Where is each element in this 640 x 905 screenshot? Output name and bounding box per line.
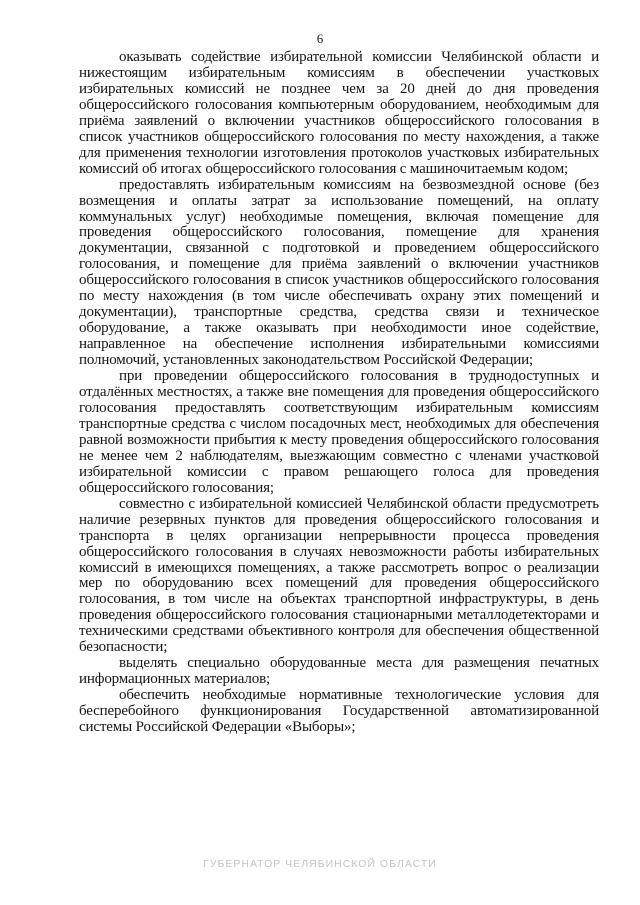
page-number: 6 bbox=[316, 31, 324, 46]
paragraph-reserve-points: совместно с избирательной комиссией Челябинской области предусмотреть наличие резервных пунктов для проведения общероссийского голосования и транспорта в целях организации непрерывности процесса проведения общероссийского голосования в случаях невозможности работы избирательных комиссий в имеющихся помещениях, а также рассмотреть вопрос о реализации мер по оборудованию всех помещений для проведения общероссийского голосования, в том числе на объектах транспортной инфраструктуры, в день проведения общероссийского голосования стационарными металлодетекторами и техническими средствами объективного контроля для обеспечения общественной безопасности; bbox=[79, 495, 599, 656]
paragraph-remote-areas-transport: при проведении общероссийского голосования в труднодоступных и отдалённых местностях, а также вне помещения для проведения общероссийского голосования предоставлять соответствующим избирательным комиссиям транспортные средства с числом посадочных мест, необходимых для обеспечения равной возможности прибытия к месту проведения общероссийского голосования не менее чем 2 наблюдателям, выезжающим совместно с членами участковой избирательной комиссии с правом решающего голоса для проведения общероссийского голосования; bbox=[79, 368, 599, 496]
document-body bbox=[79, 50, 599, 736]
paragraph-printed-materials: выделять специально оборудованные места для размещения печатных информационных материалов; bbox=[79, 655, 599, 688]
paragraph-premises: предоставлять избирательным комиссиям на безвозмездной основе (без возмещения и оплаты затрат за использование помещений, на оплату коммунальных услуг) необходимые помещения, включая помещение для проведения общероссийского голосования, помещение для хранения документации, связанной с подготовкой и проведением общероссийского голосования, и помещение для приёма заявлений о включении участников общероссийского голосования в список участников общероссийского голосования по месту нахождения (в том числе обеспечивать охрану этих помещений и документации), транспортные средства, средства связи и техническое оборудование, а также оказывать при необходимости иное содействие, направленное на обеспечение исполнения избирательными комиссиями полномочий, установленных законодательством Российской Федерации; bbox=[79, 176, 599, 369]
paragraph-gas-vybory: обеспечить необходимые нормативные технологические условия для бесперебойного функционирования Государственной автоматизированной системы Российской Федерации «Выборы»; bbox=[79, 687, 599, 736]
paragraph-computer-equipment: оказывать содействие избирательной комиссии Челябинской области и нижестоящим избирательным комиссиям в обеспечении участковых избирательных комиссий не позднее чем за 20 дней до дня проведения общероссийского голосования компьютерным оборудованием, необходимым для приёма заявлений о включении участников общероссийского голосования в список участников общероссийского голосования по месту нахождения, а также для применения технологии изготовления протоколов участковых избирательных комиссий об итогах общероссийского голосования с машиночитаемым кодом; bbox=[79, 49, 599, 177]
footer-watermark: ГУБЕРНАТОР ЧЕЛЯБИНСКОЙ ОБЛАСТИ bbox=[203, 858, 437, 870]
